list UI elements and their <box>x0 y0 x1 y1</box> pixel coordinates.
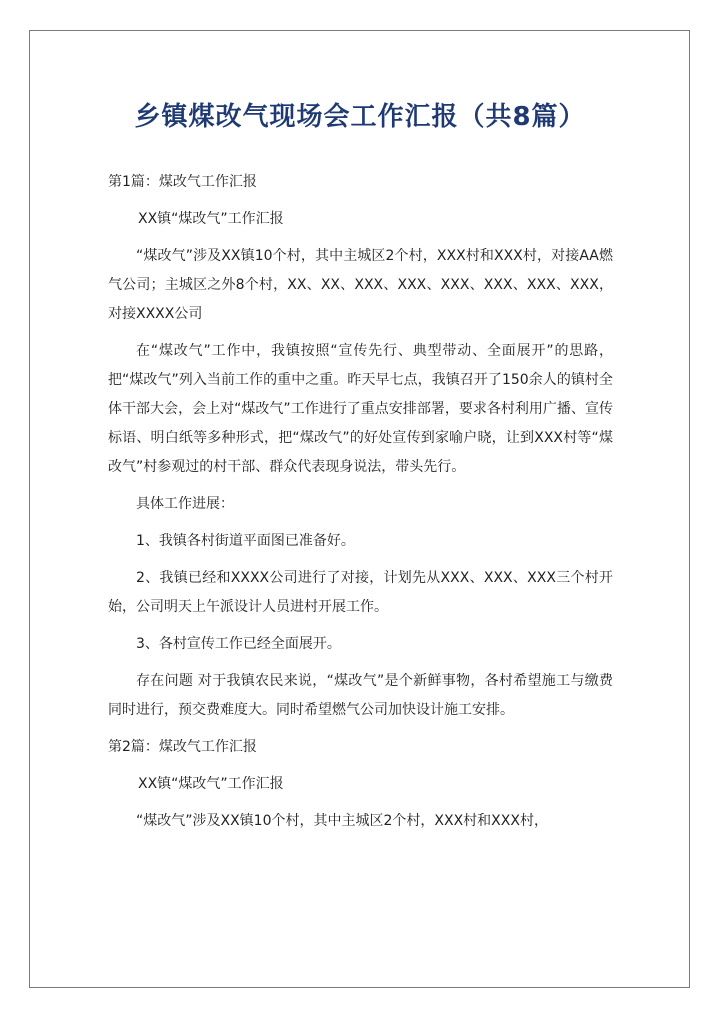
list-item: 3、各村宣传工作已经全面展开。 <box>136 636 341 652</box>
paragraph: 在“煤改气”工作中，我镇按照“宣传先行、典型带动、全面展开”的思路，把“煤改气”列入当前工作的重中之重。昨天早七点，我镇召开了150余人的镇村全体干部大会，会上对“煤改气”工作进行了重点安排部署，要求各村利用广播、宣传标语、明白纸等多种形式，把“煤改气”的好处宣传到家喻户晓，让到XXX村等“煤改气”村参观过的村干部、群众代表现身说法，带头先行。 <box>108 343 613 475</box>
article-heading-1: 第1篇：煤改气工作汇报 <box>108 174 257 190</box>
list-item: 2、我镇已经和XXXX公司进行了对接，计划先从XXX、XXX、XXX三个村开始，公司明天上午派设计人员进村开展工作。 <box>108 570 613 615</box>
paragraph: “煤改气”涉及XX镇10个村，其中主城区2个村，XXX村和XXX村，对接AA燃气公司；主城区之外8个村，XX、XX、XXX、XXX、XXX、XXX、XXX、XXX，对接XXXX公司 <box>108 248 613 322</box>
paragraph: 存在问题 对于我镇农民来说，“煤改气”是个新鲜事物，各村希望施工与缴费同时进行，预交费难度大。同时希望燃气公司加快设计施工安排。 <box>108 673 613 718</box>
list-item: 1、我镇各村街道平面图已准备好。 <box>136 533 355 549</box>
report-subtitle-2: XX镇“煤改气”工作汇报 <box>138 776 284 792</box>
report-subtitle-1: XX镇“煤改气”工作汇报 <box>138 211 284 227</box>
article-heading-2: 第2篇：煤改气工作汇报 <box>108 739 257 755</box>
paragraph: 具体工作进展： <box>136 496 234 512</box>
document-title: 乡镇煤改气现场会工作汇报（共8篇） <box>134 102 586 132</box>
document-body <box>108 168 613 844</box>
paragraph: “煤改气”涉及XX镇10个村，其中主城区2个村，XXX村和XXX村， <box>136 813 548 829</box>
